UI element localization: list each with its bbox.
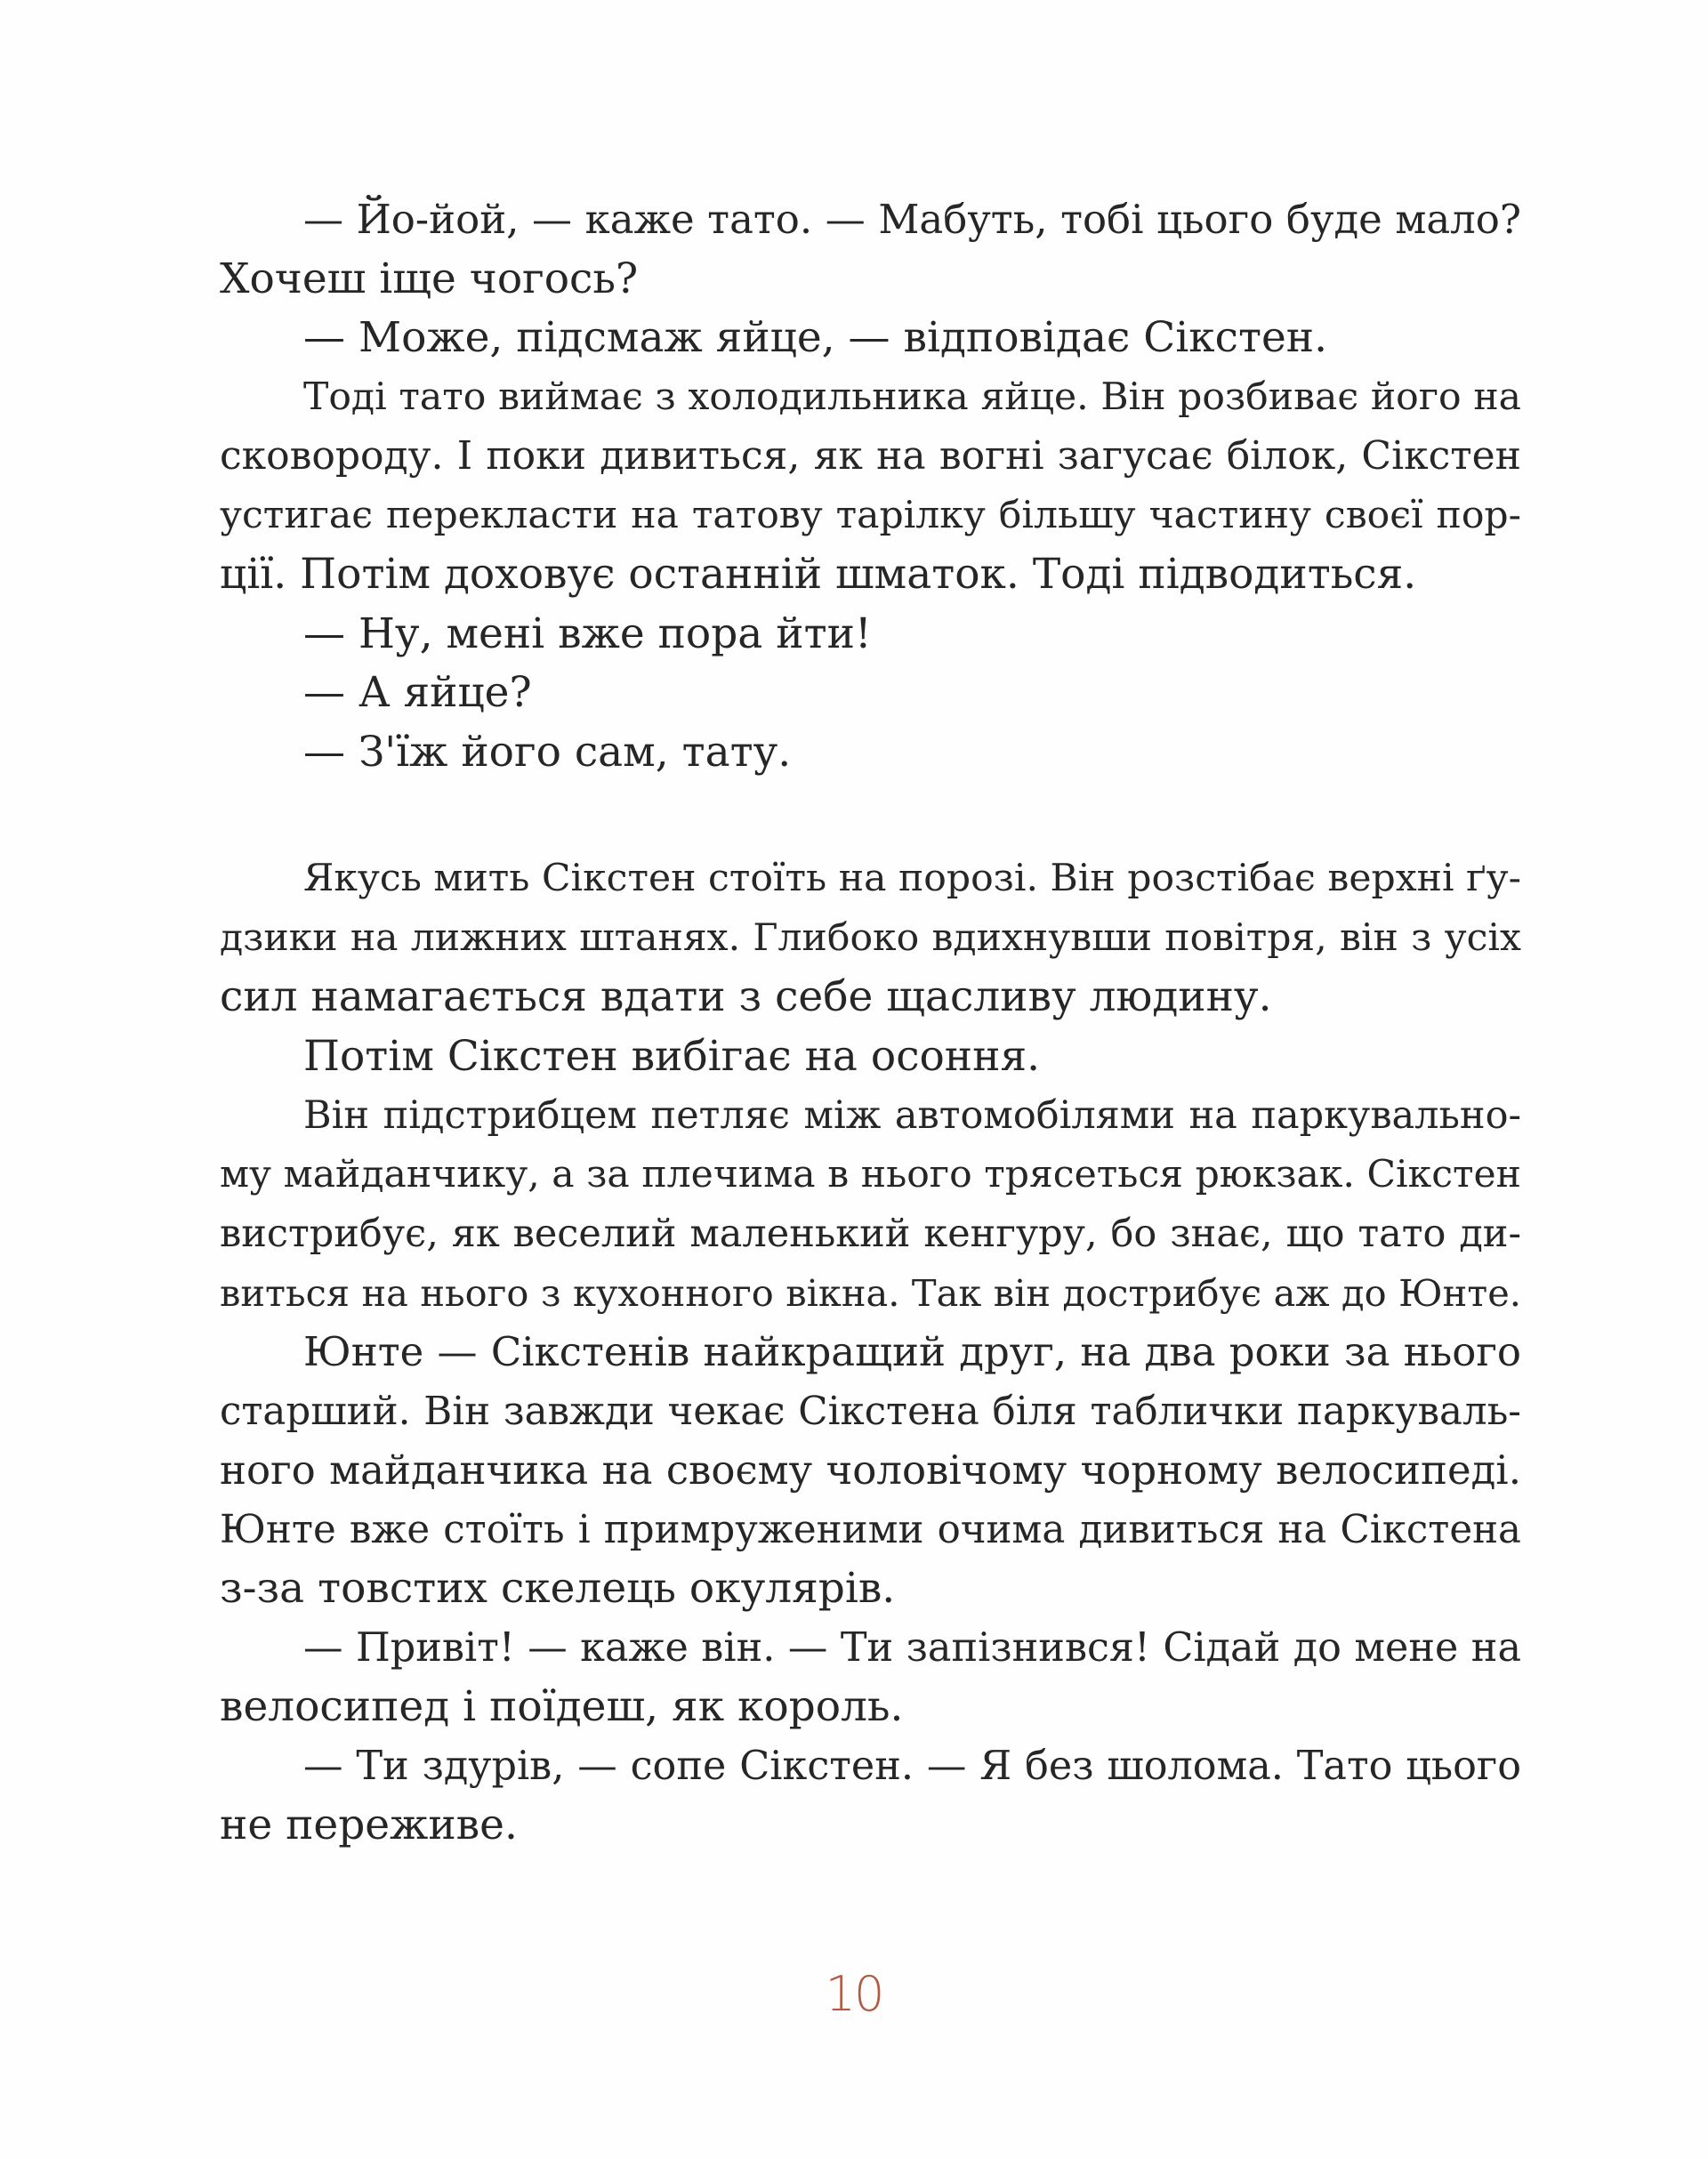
text-line: — Може, підсмаж яйце, — відповідає Сікстен. [303, 313, 1328, 362]
text-block-bottom [220, 850, 1521, 1856]
text-line: велосипед і поїдеш, як король. [220, 1682, 904, 1731]
text-line: — З'їж його сам, тату. [303, 727, 792, 777]
text-line: Він підстрибцем петляє між автомобілями на паркувально- [303, 1093, 1521, 1138]
text-line: — Ти здурів, — сопе Сікстен. — Я без шолома. Тато цього [303, 1743, 1521, 1789]
page-number: 10 [825, 1966, 883, 2022]
text-line: Хочеш іще чогось? [220, 254, 639, 303]
text-line: Юнте — Сікстенів найкращий друг, на два роки за нього [303, 1328, 1521, 1375]
text-line: сил намагається вдати з себе щасливу людину. [220, 972, 1272, 1021]
text-line: ції. Потім доховує останній шматок. Тоді підводиться. [220, 550, 1417, 599]
text-line: устигає перекласти на татову тарілку більшу частину своєї пор- [220, 493, 1521, 537]
text-line: Тоді тато виймає з холодильника яйце. Він розбиває його на [303, 375, 1521, 419]
text-line: Якусь мить Сікстен стоїть на порозі. Він розстібає верхні ґу- [303, 857, 1521, 900]
text-line: дзики на лижних штанях. Глибоко вдихнувши повітря, він з усіх [220, 915, 1521, 960]
text-line: вистрибує, як веселий маленький кенгуру, бо знає, що тато ди- [220, 1212, 1521, 1256]
text-line: — А яйце? [303, 668, 532, 717]
text-line: му майданчику, а за плечима в нього трясеться рюкзак. Сікстен [220, 1152, 1521, 1196]
text-line: — Йо-йой, — каже тато. — Мабуть, тобі цього буде мало? [303, 196, 1521, 243]
text-line: виться на нього з кухонного вікна. Так він дострибує аж до Юнте. [220, 1270, 1521, 1315]
text-line: Потім Сікстен вибігає на осоння. [303, 1031, 1041, 1081]
text-line: не переживе. [220, 1801, 518, 1849]
text-block-top [220, 190, 1521, 782]
text-line: — Привіт! — каже він. — Ти запізнився! Сідай до мене на [303, 1624, 1521, 1671]
text-line: Юнте вже стоїть і примруженими очима дивиться на Сікстена [220, 1507, 1521, 1552]
text-line: — Ну, мені вже пора йти! [303, 608, 872, 658]
text-line: ного майданчика на своєму чоловічому чорному велосипеді. [220, 1446, 1521, 1494]
text-line: старший. Він завжди чекає Сікстена біля таблички паркуваль- [220, 1389, 1521, 1434]
text-line: з-за товстих скелець окулярів. [220, 1564, 896, 1613]
text-line: сковороду. І поки дивиться, як на вогні загусає білок, Сікстен [220, 433, 1521, 479]
